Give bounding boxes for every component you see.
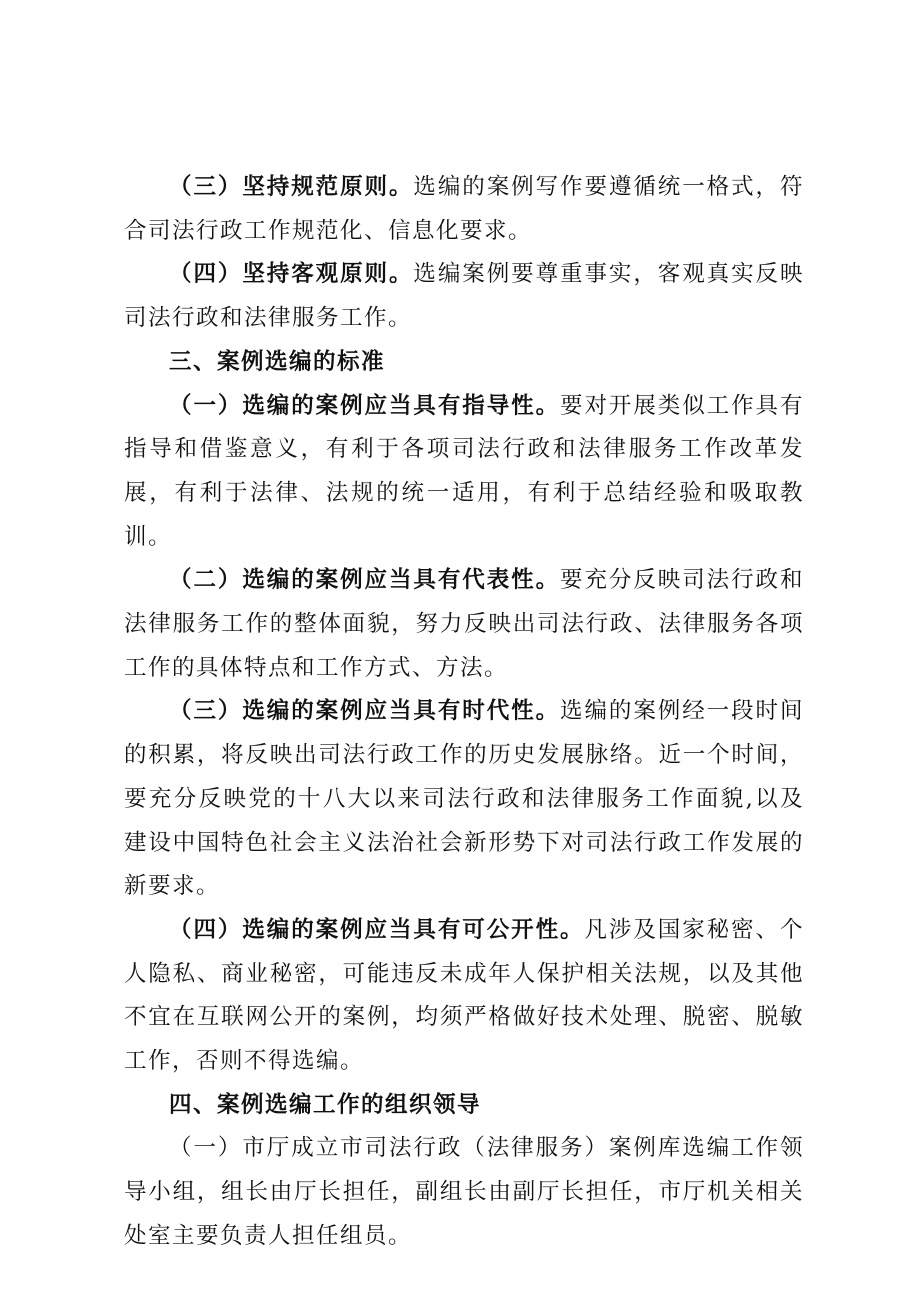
section-heading-4: 四、案例选编工作的组织领导 — [169, 1091, 482, 1118]
paragraph-lead: （三）坚持规范原则。 — [169, 174, 414, 200]
paragraph-principle-3 — [124, 166, 804, 253]
document-body — [124, 166, 804, 1259]
paragraph-text: 选编案例要尊重事实，客观真实反映司法行政和法律服务工作。 — [124, 261, 804, 332]
section-heading-3: 三、案例选编的标准 — [169, 348, 386, 375]
paragraph-lead: （一）选编的案例应当具有指导性。 — [169, 392, 561, 419]
paragraph-organization-1 — [124, 1127, 804, 1258]
paragraph-principle-4 — [124, 253, 804, 340]
paragraph-text: 选编的案例写作要遵循统一格式，符合司法行政工作规范化、信息化要求。 — [124, 174, 804, 244]
paragraph-text: 要对开展类似工作具有指导和借鉴意义，有利于各项司法行政和法律服务工作改革发展，有利于法律、法规的统一适用，有利于总结经验和吸取教训。 — [124, 392, 804, 550]
paragraph-text: 要充分反映司法行政和法律服务工作的整体面貌，努力反映出司法行政、法律服务各项工作的具体特点和工作方式、方法。 — [124, 567, 804, 681]
paragraph-lead: （四）坚持客观原则。 — [169, 261, 414, 288]
paragraph-standard-4 — [124, 909, 804, 1084]
paragraph-standard-1 — [124, 385, 804, 560]
paragraph-text: 选编的案例经一段时间的积累，将反映出司法行政工作的历史发展脉络。近一个时间，要充分反映党的十八大以来司法行政和法律服务工作面貌,以及建设中国特色社会主义法治社会新形势下对司法行政工作发展的新要求。 — [124, 698, 804, 900]
paragraph-standard-3 — [124, 690, 804, 909]
paragraph-lead: （三）选编的案例应当具有时代性。 — [169, 698, 561, 725]
paragraph-text: 凡涉及国家秘密、个人隐私、商业秘密，可能违反未成年人保护相关法规，以及其他不宜在互联网公开的案例，均须严格做好技术处理、脱密、脱敏工作，否则不得选编。 — [124, 916, 804, 1075]
paragraph-standard-2 — [124, 559, 804, 690]
paragraph-lead: （四）选编的案例应当具有可公开性。 — [169, 916, 585, 943]
paragraph-lead: （二）选编的案例应当具有代表性。 — [169, 567, 561, 594]
paragraph-text: （一）市厅成立市司法行政（法律服务）案例库选编工作领导小组，组长由厅长担任，副组长由副厅长担任，市厅机关相关处室主要负责人担任组员。 — [124, 1135, 804, 1249]
